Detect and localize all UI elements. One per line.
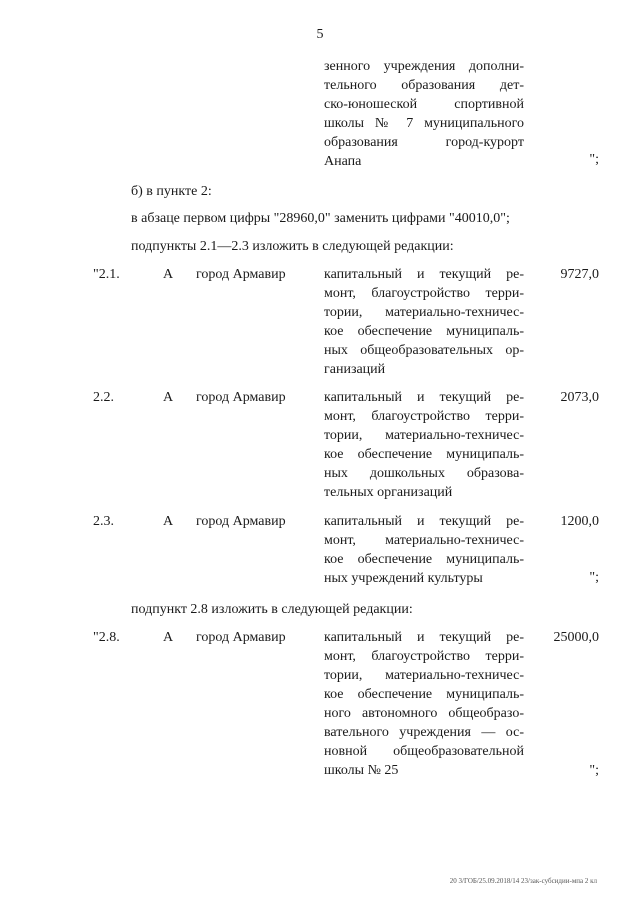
description-line: кое обеспечение муниципаль- (324, 687, 524, 702)
closing-quote: "; (589, 570, 599, 585)
description-line: капитальный и текущий ре- (324, 267, 524, 282)
description-line: капитальный и текущий ре- (324, 630, 524, 645)
description-line: новной общеобразовательной (324, 744, 524, 759)
row-number: "2.1. (93, 267, 120, 282)
row-city: город Армавир (196, 514, 286, 529)
description-line: ных учреждений культуры (324, 571, 483, 586)
closing-quote: "; (589, 763, 599, 778)
description-line: тории, материально-техничес- (324, 305, 524, 320)
row-description (324, 266, 524, 380)
row-amount: 1200,0 (560, 514, 599, 529)
row-category: А (163, 267, 174, 282)
description-line: школы № 7 муниципального (324, 116, 524, 131)
row-number: 2.3. (93, 514, 114, 529)
description-line: вательного учреждения — ос- (324, 725, 524, 740)
row-category: А (163, 390, 174, 405)
description-line: школы № 25 (324, 763, 399, 778)
description-line: кое обеспечение муниципаль- (324, 324, 524, 339)
row-amount: 25000,0 (553, 630, 599, 645)
description-line: монт, благоустройство терри- (324, 649, 524, 664)
paragraph-item-b: б) в пункте 2: (131, 184, 212, 199)
row-amount: 9727,0 (560, 267, 599, 282)
description-line: зенного учреждения дополни- (324, 59, 524, 74)
description-line: ных дошкольных образова- (324, 466, 524, 481)
page-number: 5 (316, 27, 324, 42)
description-line: тории, материально-техничес- (324, 668, 524, 683)
row-category: А (163, 514, 174, 529)
row-number: 2.2. (93, 390, 114, 405)
description-line: монт, благоустройство терри- (324, 286, 524, 301)
description-line: ных общеобразовательных ор- (324, 343, 524, 358)
row-amount: 2073,0 (560, 390, 599, 405)
row-category: А (163, 630, 174, 645)
description-line: тельного образования дет- (324, 78, 524, 93)
continued-description (324, 58, 524, 172)
paragraph-subitem-2-8: подпункт 2.8 изложить в следующей редакции: (131, 602, 413, 617)
row-description (324, 389, 524, 503)
description-line: Анапа (324, 154, 362, 169)
description-line: образования город-курорт (324, 135, 524, 150)
row-description (324, 513, 524, 589)
description-line: капитальный и текущий ре- (324, 514, 524, 529)
description-line: ного автономного общеобразо- (324, 706, 524, 721)
paragraph-subitems-2-1-2-3: подпункты 2.1—2.3 изложить в следующей редакции: (131, 239, 454, 254)
document-footer: 20 3/ГОБ/25.09.2018/14 23/зак-субсидии-мпа 2 кл (449, 877, 597, 885)
description-line: монт, материально-техничес- (324, 533, 524, 548)
row-description (324, 629, 524, 781)
row-city: город Армавир (196, 267, 286, 282)
description-line: кое обеспечение муниципаль- (324, 447, 524, 462)
closing-quote: "; (589, 152, 599, 167)
description-line: капитальный и текущий ре- (324, 390, 524, 405)
description-line: тельных организаций (324, 485, 453, 500)
description-line: монт, благоустройство терри- (324, 409, 524, 424)
description-line: ганизаций (324, 362, 386, 377)
description-line: кое обеспечение муниципаль- (324, 552, 524, 567)
row-city: город Армавир (196, 390, 286, 405)
row-city: город Армавир (196, 630, 286, 645)
row-number: "2.8. (93, 630, 120, 645)
description-line: ско-юношеской спортивной (324, 97, 524, 112)
paragraph-abzats-change: в абзаце первом цифры "28960,0" заменить цифрами "40010,0"; (131, 211, 510, 226)
description-line: тории, материально-техничес- (324, 428, 524, 443)
